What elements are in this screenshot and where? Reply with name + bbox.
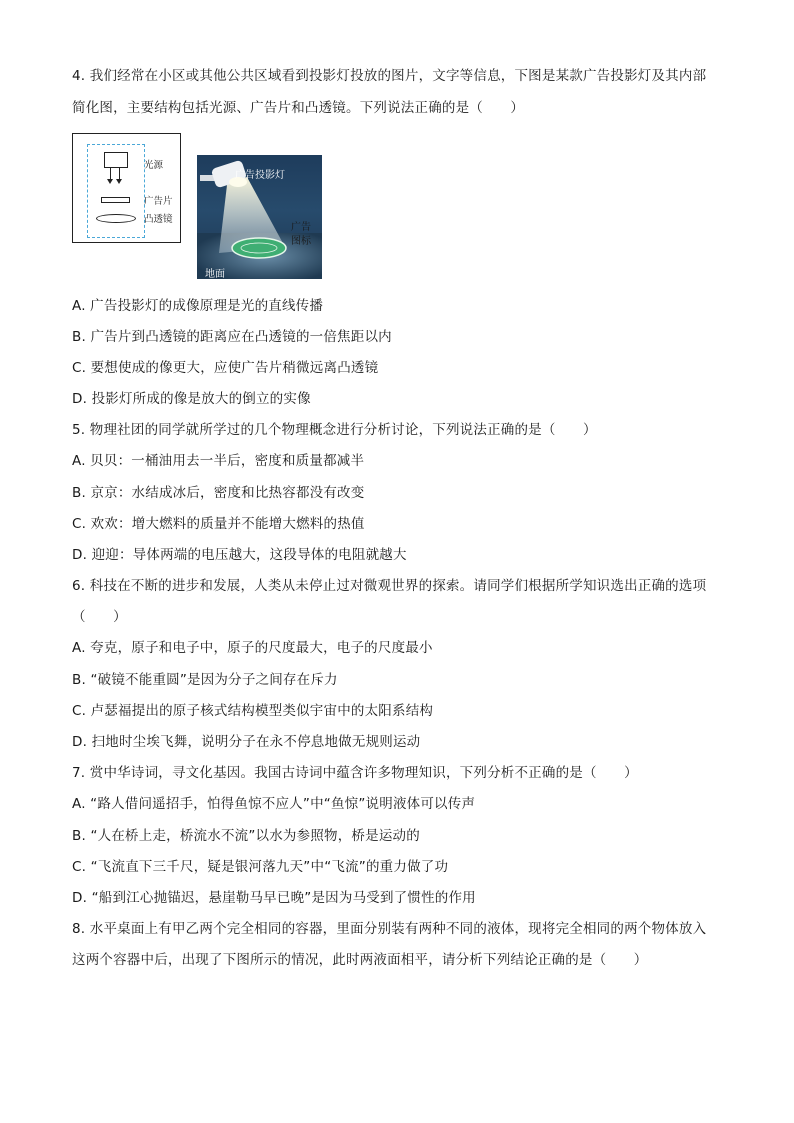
q7-option-a: A. “路人借问遥招手，怕得鱼惊不应人”中“鱼惊”说明液体可以传声 (72, 796, 476, 812)
q5-option-c: C. 欢欢：增大燃料的质量并不能增大燃料的热值 (72, 516, 365, 532)
q5-option-a: A. 贝贝：一桶油用去一半后，密度和质量都减半 (72, 453, 365, 469)
q6-option-a: A. 夸克，原子和电子中，原子的尺度最大，电子的尺度最小 (72, 640, 433, 656)
projector-photo (197, 155, 322, 279)
q7-option-d: D. “船到江心抛锚迟，悬崖勒马早已晚”是因为马受到了惯性的作用 (72, 890, 476, 906)
q6-stem-line-1: 6. 科技在不断的进步和发展，人类从未停止过对微观世界的探索。请同学们根据所学知识选出正确的选项 (72, 578, 707, 594)
q5-option-b: B. 京京：水结成冰后，密度和比热容都没有改变 (72, 485, 365, 501)
projector-figure (72, 133, 322, 279)
light-ray-arrow-left (110, 168, 111, 180)
label-ad-film: 广告片 (144, 196, 173, 207)
photo-label-logo-1: 广告 (291, 222, 311, 233)
projector-structure-diagram (72, 133, 181, 243)
q7-stem: 7. 赏中华诗词，寻文化基因。我国古诗词中蕴含许多物理知识，下列分析不正确的是（ ） (72, 765, 638, 781)
q6-stem-line-2: （ ） (72, 609, 127, 625)
light-source-shape (104, 152, 128, 168)
q4-stem-line-2: 简化图，主要结构包括光源、广告片和凸透镜。下列说法正确的是（ ） (72, 100, 525, 116)
q6-option-c: C. 卢瑟福提出的原子核式结构模型类似宇宙中的太阳系结构 (72, 703, 434, 719)
ad-film-shape (101, 197, 130, 203)
q7-option-b: B. “人在桥上走，桥流水不流”以水为参照物，桥是运动的 (72, 828, 420, 844)
q6-option-b: B. “破镜不能重圆”是因为分子之间存在斥力 (72, 672, 338, 688)
q4-option-b: B. 广告片到凸透镜的距离应在凸透镜的一倍焦距以内 (72, 329, 392, 345)
light-ray-arrow-right (119, 168, 120, 180)
photo-label-lamp: 广告投影灯 (235, 170, 285, 181)
q4-stem-line-1: 4. 我们经常在小区或其他公共区域看到投影灯投放的图片，文字等信息，下图是某款广告投影灯及其内部 (72, 68, 707, 84)
q5-option-d: D. 迎迎：导体两端的电压越大，这段导体的电阻就越大 (72, 547, 407, 563)
photo-label-logo-2: 图标 (291, 236, 311, 247)
label-convex-lens: 凸透镜 (144, 214, 173, 225)
q4-option-a: A. 广告投影灯的成像原理是光的直线传播 (72, 298, 324, 314)
q8-stem-line-1: 8. 水平桌面上有甲乙两个完全相同的容器，里面分别装有两种不同的液体，现将完全相同的两个物体放入 (72, 921, 707, 937)
q5-stem: 5. 物理社团的同学就所学过的几个物理概念进行分析讨论，下列说法正确的是（ ） (72, 422, 597, 438)
q6-option-d: D. 扫地时尘埃飞舞，说明分子在永不停息地做无规则运动 (72, 734, 421, 750)
q4-option-d: D. 投影灯所成的像是放大的倒立的实像 (72, 391, 311, 407)
convex-lens-shape (96, 214, 136, 223)
q7-option-c: C. “飞流直下三千尺，疑是银河落九天”中“飞流”的重力做了功 (72, 859, 449, 875)
ad-logo-projection (232, 238, 286, 258)
photo-label-ground: 地面 (205, 269, 225, 279)
q8-stem-line-2: 这两个容器中后，出现了下图所示的情况，此时两液面相平，请分析下列结论正确的是（ ） (72, 952, 648, 968)
label-light-source: 光源 (144, 160, 164, 171)
q4-option-c: C. 要想使成的像更大，应使广告片稍微远离凸透镜 (72, 360, 379, 376)
